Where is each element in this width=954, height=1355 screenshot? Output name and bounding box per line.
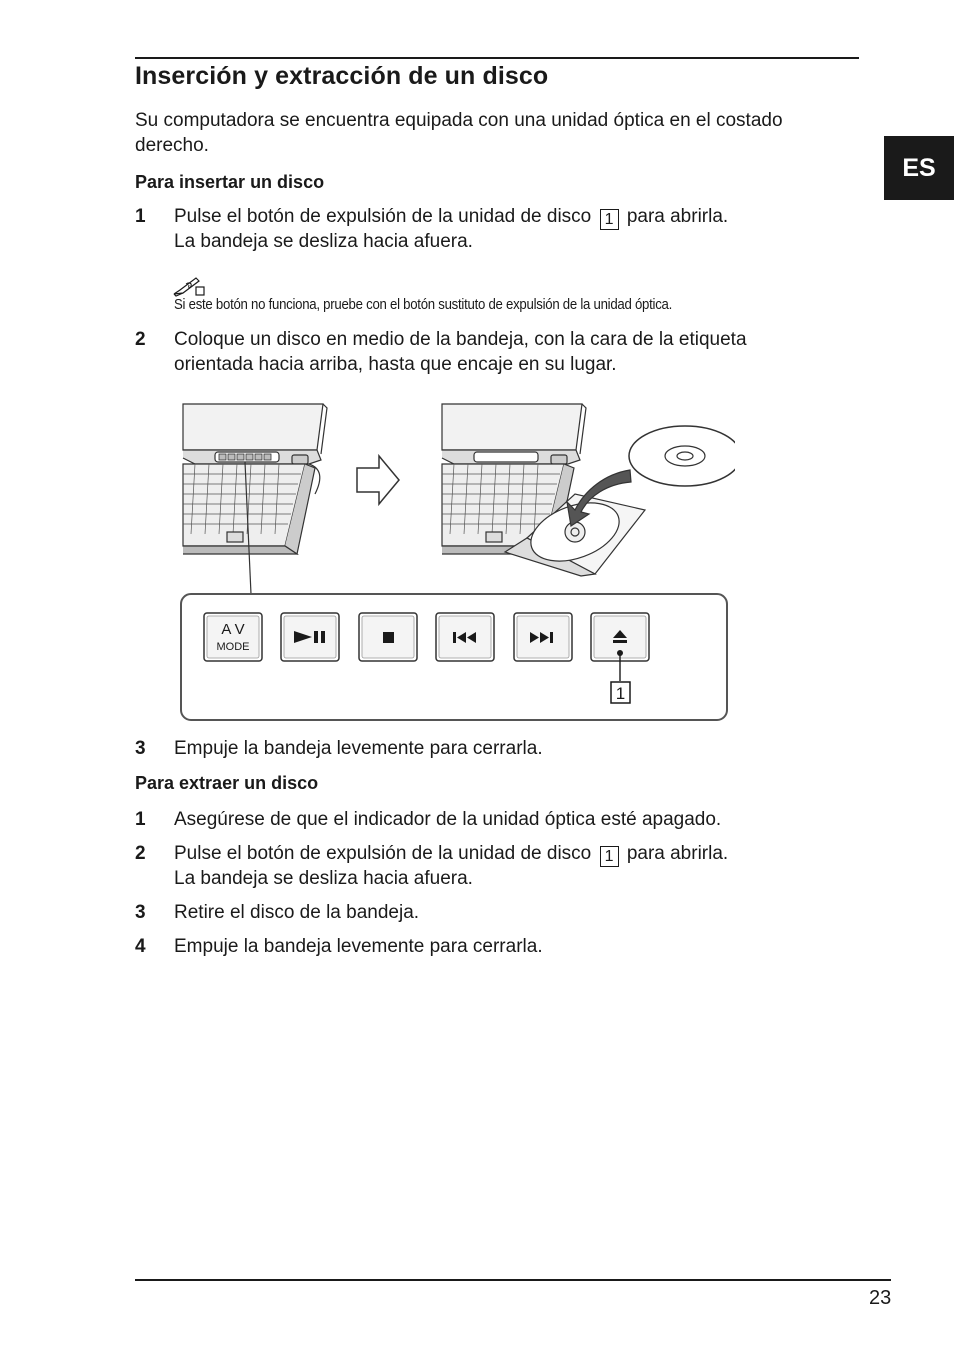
step-number: 2 bbox=[135, 329, 146, 350]
laptop-right-illustration bbox=[442, 404, 735, 576]
step-text bbox=[174, 204, 728, 230]
step-text-a: Pulse el botón de expulsión de la unidad de disco bbox=[174, 206, 592, 227]
step-text: Asegúrese de que el indicador de la unidad óptica esté apagado. bbox=[174, 809, 722, 830]
stop-icon bbox=[383, 632, 394, 643]
step-text: Empuje la bandeja levemente para cerrarla. bbox=[174, 738, 543, 759]
header-rule bbox=[135, 57, 859, 59]
step-text-b: para abrirla. bbox=[626, 843, 729, 864]
previous-button bbox=[436, 613, 494, 661]
insert-heading: Para insertar un disco bbox=[135, 172, 325, 192]
step-number: 4 bbox=[135, 936, 146, 957]
step-text: Retire el disco de la bandeja. bbox=[174, 902, 420, 923]
step-text: orientada hacia arriba, hasta que encaje en su lugar. bbox=[174, 354, 617, 375]
footer-rule bbox=[135, 1279, 891, 1281]
step-text: Empuje la bandeja levemente para cerrarla. bbox=[174, 936, 543, 957]
step-text-a: Pulse el botón de expulsión de la unidad de disco bbox=[174, 843, 592, 864]
mode-label: MODE bbox=[216, 641, 250, 653]
intro-line-1: Su computadora se encuentra equipada con una unidad óptica en el costado bbox=[135, 110, 783, 131]
av-mode-button bbox=[204, 613, 262, 661]
language-tab: ES bbox=[884, 136, 954, 200]
step-text-b: para abrirla. bbox=[626, 206, 729, 227]
next-button bbox=[514, 613, 572, 661]
step-number: 1 bbox=[135, 206, 146, 227]
stop-button bbox=[359, 613, 417, 661]
note-text: Si este botón no funciona, pruebe con el botón sustituto de expulsión de la unidad óptica. bbox=[174, 296, 673, 313]
disc-insertion-figure bbox=[175, 398, 735, 724]
remove-heading: Para extraer un disco bbox=[135, 773, 319, 793]
av-label: A V bbox=[221, 621, 245, 638]
callout-1: 1 bbox=[600, 846, 619, 867]
figure-callout: 1 bbox=[615, 684, 626, 703]
step-text: Coloque un disco en medio de la bandeja, con la cara de la etiqueta bbox=[174, 329, 747, 350]
page-number: 23 bbox=[869, 1287, 892, 1309]
step-number: 1 bbox=[135, 809, 146, 830]
note-pencil-icon bbox=[172, 276, 206, 298]
page-title: Inserción y extracción de un disco bbox=[135, 62, 549, 90]
callout-1: 1 bbox=[600, 209, 619, 230]
step-number: 3 bbox=[135, 738, 146, 759]
play-pause-button bbox=[281, 613, 339, 661]
step-text bbox=[174, 841, 728, 867]
step-number: 3 bbox=[135, 902, 146, 923]
right-arrow-icon bbox=[357, 456, 399, 504]
step-text: La bandeja se desliza hacia afuera. bbox=[174, 231, 473, 252]
intro-line-2: derecho. bbox=[135, 135, 209, 156]
step-number: 2 bbox=[135, 843, 146, 864]
laptop-left-illustration bbox=[183, 404, 327, 554]
step-text: La bandeja se desliza hacia afuera. bbox=[174, 868, 473, 889]
